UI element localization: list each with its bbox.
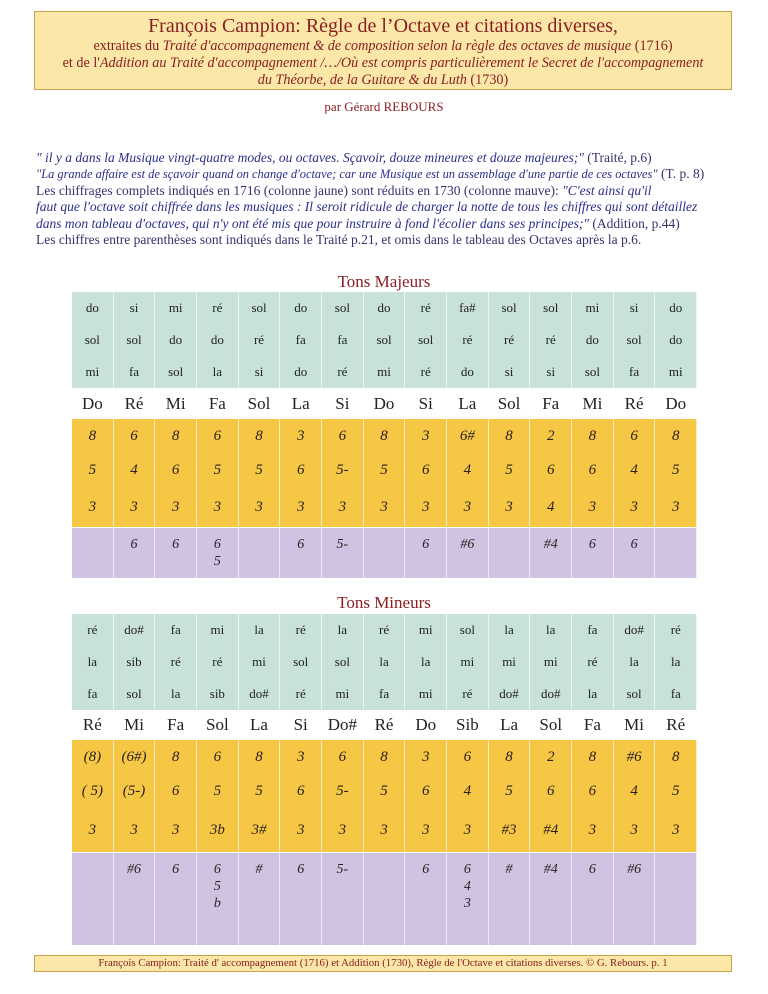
upper-voice-2-cell: sol — [280, 646, 322, 678]
figure-upper-cell: 8 — [655, 740, 697, 774]
figure-lower-cell: 3 — [614, 487, 656, 527]
figure-lower-cell: 3 — [280, 808, 322, 852]
reduced-figure-cell: #6 — [447, 528, 489, 578]
author-byline: par Gérard REBOURS — [324, 99, 444, 114]
upper-voice-3-cell: sib — [197, 678, 239, 710]
upper-voice-2-cell: la — [655, 646, 697, 678]
bass-note-cell: Fa — [155, 710, 197, 740]
bass-note-cell: Do — [405, 710, 447, 740]
figure-middle-cell: 4 — [447, 774, 489, 808]
figure-middle-cell: 5 — [239, 453, 281, 487]
upper-voice-3-cell: ré — [447, 678, 489, 710]
figure-lower-cell: 3 — [114, 487, 156, 527]
upper-voice-2-cell: do — [572, 324, 614, 356]
upper-voice-1-cell: la — [322, 614, 364, 646]
figure-upper-cell: 6 — [322, 419, 364, 453]
reduced-figure-cell — [655, 853, 697, 945]
upper-voice-3-cell: si — [489, 356, 531, 388]
figure-lower-cell: 3 — [72, 487, 114, 527]
figure-lower-cell: #3 — [489, 808, 531, 852]
upper-voice-1-cell: si — [114, 292, 156, 324]
upper-voice-1-cell: sol — [530, 292, 572, 324]
upper-voice-2-cell: la — [364, 646, 406, 678]
figure-upper-cell: 2 — [530, 740, 572, 774]
upper-voice-3-cell: do# — [489, 678, 531, 710]
upper-voice-3-cell: mi — [405, 678, 447, 710]
figure-upper-row — [72, 740, 697, 776]
figure-middle-cell: 5 — [72, 453, 114, 487]
reduced-figure-cell: 6 — [572, 853, 614, 945]
bass-note-cell: Fa — [530, 389, 572, 419]
figure-lower-cell: 3 — [405, 808, 447, 852]
reduced-figure-cell — [239, 528, 281, 578]
bass-note-cell: Ré — [364, 710, 406, 740]
upper-voice-2-cell: la — [614, 646, 656, 678]
document-title: François Campion: Règle de l’Octave et citations diverses, — [148, 15, 618, 37]
upper-voice-3-cell: fa — [364, 678, 406, 710]
upper-voice-3-cell: sol — [114, 678, 156, 710]
upper-voice-1-cell: mi — [155, 292, 197, 324]
upper-voice-3-cell: do — [280, 356, 322, 388]
upper-voice-2-cell: la — [72, 646, 114, 678]
bass-note-cell: La — [447, 389, 489, 419]
bass-note-cell: Si — [405, 389, 447, 419]
figure-lower-cell: 3 — [239, 487, 281, 527]
quote-text: "C'est ainsi qu'il — [562, 182, 652, 198]
figure-middle-cell: 6 — [280, 453, 322, 487]
upper-voice-3-cell: fa — [114, 356, 156, 388]
figure-upper-cell: 6# — [447, 419, 489, 453]
figure-middle-cell: 6 — [405, 453, 447, 487]
upper-voice-3-row — [72, 356, 697, 390]
figure-middle-cell: 6 — [530, 453, 572, 487]
bass-note-cell: Mi — [614, 710, 656, 740]
upper-voice-3-cell: si — [239, 356, 281, 388]
quote-text: "La grande affaire est de sçavoir quand on change d'octave; car une Musique est un assemblage d'une partie de ces octaves" — [36, 167, 658, 182]
upper-voice-3-cell: do# — [239, 678, 281, 710]
figure-upper-cell: 3 — [405, 740, 447, 774]
figure-lower-cell: 4 — [530, 487, 572, 527]
figure-upper-cell: 6 — [614, 419, 656, 453]
figure-upper-cell: 3 — [280, 740, 322, 774]
upper-voice-2-cell: ré — [197, 646, 239, 678]
figure-lower-cell: 3b — [197, 808, 239, 852]
reduced-figure-cell: # — [489, 853, 531, 945]
figure-upper-cell: #6 — [614, 740, 656, 774]
quote-ref: (Addition, p.44) — [589, 215, 680, 231]
bass-note-cell: Si — [322, 389, 364, 419]
figure-lower-cell: 3 — [322, 487, 364, 527]
upper-voice-3-cell: ré — [405, 356, 447, 388]
upper-voice-3-cell: mi — [655, 356, 697, 388]
upper-voice-1-cell: fa — [572, 614, 614, 646]
figure-upper-cell: 2 — [530, 419, 572, 453]
upper-voice-3-cell: la — [197, 356, 239, 388]
figure-lower-cell: 3 — [447, 808, 489, 852]
quote-text: " il y a dans la Musique vingt-quatre modes, ou octaves. Sçavoir, douze mineures et douze majeures;" — [36, 150, 584, 165]
bass-note-cell: Do# — [322, 710, 364, 740]
upper-voice-1-cell: sol — [447, 614, 489, 646]
quote-line-3 — [36, 183, 736, 199]
reduced-figure-cell: 6 — [155, 853, 197, 945]
title-box — [34, 11, 732, 90]
figure-lower-cell: 3 — [572, 808, 614, 852]
figure-lower-cell: 3 — [489, 487, 531, 527]
reduced-figure-cell: 6 5 b — [197, 853, 239, 945]
figure-upper-cell: 6 — [114, 419, 156, 453]
upper-voice-1-cell: mi — [197, 614, 239, 646]
bass-note-cell: Sol — [489, 389, 531, 419]
bass-note-cell: La — [280, 389, 322, 419]
bass-note-cell: Do — [364, 389, 406, 419]
upper-voice-3-cell: fa — [72, 678, 114, 710]
bass-note-row — [72, 710, 697, 740]
treatise-title: Traité d'accompagnement & de composition selon la règle des octaves de musique — [162, 38, 632, 54]
figure-upper-cell: 3 — [280, 419, 322, 453]
quote-text: dans mon tableau d'octaves, qui n'y ont été mis que pour instruire à fond l'écolier dans ses principes;" — [36, 215, 590, 231]
note-text: Les chiffrages complets indiqués en 1716 (colonne jaune) sont réduits en 1730 (colonne mauve): — [36, 182, 563, 198]
figure-lower-cell: 3 — [114, 808, 156, 852]
figure-middle-cell: 6 — [572, 774, 614, 808]
subtitle-line-3 — [35, 72, 731, 89]
upper-voice-1-cell: mi — [405, 614, 447, 646]
upper-voice-2-cell: fa — [280, 324, 322, 356]
figure-upper-cell: 8 — [239, 419, 281, 453]
reduced-figure-cell: 6 — [280, 853, 322, 945]
upper-voice-3-cell: fa — [614, 356, 656, 388]
figure-middle-cell: 4 — [447, 453, 489, 487]
reduced-figure-cell — [489, 528, 531, 578]
upper-voice-1-cell: la — [239, 614, 281, 646]
bass-note-cell: Ré — [72, 710, 114, 740]
upper-voice-1-cell: do — [364, 292, 406, 324]
upper-voice-2-cell: sol — [405, 324, 447, 356]
figure-middle-cell: (5-) — [114, 774, 156, 808]
upper-voice-2-cell: ré — [239, 324, 281, 356]
figure-upper-cell: 8 — [489, 419, 531, 453]
figure-middle-cell: 6 — [280, 774, 322, 808]
figure-lower-cell: 3 — [447, 487, 489, 527]
figure-middle-cell: 6 — [405, 774, 447, 808]
figure-upper-cell: 3 — [405, 419, 447, 453]
figure-lower-row — [72, 808, 697, 854]
bass-note-cell: Fa — [572, 710, 614, 740]
upper-voice-1-cell: mi — [572, 292, 614, 324]
upper-voice-1-cell: do — [280, 292, 322, 324]
reduced-figure-cell — [364, 853, 406, 945]
reduced-figure-cell: #4 — [530, 853, 572, 945]
quote-text: faut que l'octave soit chiffrée dans les musiques : Il seroit ridicule de charger la notte de tous les chiffres qui sont détaillez — [36, 199, 698, 215]
figure-middle-cell: 5 — [197, 774, 239, 808]
figure-upper-cell: 8 — [239, 740, 281, 774]
upper-voice-2-cell: fa — [322, 324, 364, 356]
reduced-figure-cell: #4 — [530, 528, 572, 578]
bass-note-cell: Ré — [614, 389, 656, 419]
bass-note-cell: Mi — [572, 389, 614, 419]
upper-voice-1-cell: ré — [364, 614, 406, 646]
figure-middle-cell: 4 — [114, 453, 156, 487]
subtitle-line-2 — [35, 55, 731, 72]
reduced-figure-cell: # — [239, 853, 281, 945]
bass-note-cell: Sol — [197, 710, 239, 740]
figure-middle-cell: 5- — [322, 774, 364, 808]
upper-voice-1-row — [72, 614, 697, 648]
reduced-figure-cell: 6 — [114, 528, 156, 578]
reduced-figure-cell — [655, 528, 697, 578]
upper-voice-1-cell: la — [530, 614, 572, 646]
bass-note-cell: La — [239, 710, 281, 740]
figure-middle-cell: 4 — [614, 453, 656, 487]
figure-lower-cell: 3 — [197, 487, 239, 527]
upper-voice-2-cell: do — [197, 324, 239, 356]
figure-middle-cell: 5- — [322, 453, 364, 487]
bass-note-cell: Mi — [155, 389, 197, 419]
figure-lower-cell: 3# — [239, 808, 281, 852]
bass-note-cell: Sol — [530, 710, 572, 740]
figure-lower-cell: 3 — [280, 487, 322, 527]
figure-lower-cell: 3 — [364, 487, 406, 527]
bass-note-cell: Do — [72, 389, 114, 419]
figure-lower-cell: 3 — [155, 808, 197, 852]
upper-voice-3-cell: sol — [155, 356, 197, 388]
upper-voice-1-cell: ré — [655, 614, 697, 646]
reduced-figure-cell: 6 — [614, 528, 656, 578]
figure-middle-cell: 5 — [364, 774, 406, 808]
upper-voice-1-cell: do# — [114, 614, 156, 646]
upper-voice-3-cell: fa — [655, 678, 697, 710]
major-keys-title: Tons Majeurs — [337, 272, 431, 291]
upper-voice-2-cell: sol — [322, 646, 364, 678]
bass-note-cell: Si — [280, 710, 322, 740]
figure-upper-cell: 8 — [364, 419, 406, 453]
upper-voice-1-cell: do# — [614, 614, 656, 646]
upper-voice-2-cell: sib — [114, 646, 156, 678]
figure-upper-cell: (8) — [72, 740, 114, 774]
figure-middle-cell: 6 — [155, 453, 197, 487]
upper-voice-2-cell: ré — [155, 646, 197, 678]
figure-middle-cell: 5 — [655, 453, 697, 487]
figure-upper-row — [72, 419, 697, 455]
bass-note-cell: Ré — [114, 389, 156, 419]
upper-voice-2-cell: sol — [364, 324, 406, 356]
upper-voice-1-cell: fa# — [447, 292, 489, 324]
upper-voice-3-cell: ré — [280, 678, 322, 710]
upper-voice-3-cell: mi — [364, 356, 406, 388]
figure-middle-cell: ( 5) — [72, 774, 114, 808]
figure-middle-cell: 6 — [155, 774, 197, 808]
upper-voice-1-cell: ré — [405, 292, 447, 324]
quotations-block — [36, 150, 736, 248]
figure-lower-cell: 3 — [322, 808, 364, 852]
reduced-figure-cell: 6 5 — [197, 528, 239, 578]
upper-voice-3-cell: sol — [614, 678, 656, 710]
figure-upper-cell: 6 — [197, 419, 239, 453]
reduced-figure-cell: 6 — [155, 528, 197, 578]
upper-voice-2-cell: mi — [239, 646, 281, 678]
addition-title-cont: du Théorbe, de la Guitare & du Luth — [257, 72, 467, 88]
figure-upper-cell: 8 — [572, 419, 614, 453]
upper-voice-2-cell: mi — [447, 646, 489, 678]
upper-voice-3-row — [72, 678, 697, 712]
bass-note-row — [72, 389, 697, 419]
bass-note-cell: Fa — [197, 389, 239, 419]
upper-voice-2-cell: do — [655, 324, 697, 356]
upper-voice-1-cell: fa — [155, 614, 197, 646]
figure-lower-cell: 3 — [72, 808, 114, 852]
figure-middle-cell: 5 — [364, 453, 406, 487]
bass-note-cell: Sib — [447, 710, 489, 740]
upper-voice-1-cell: si — [614, 292, 656, 324]
figure-lower-cell: 3 — [655, 808, 697, 852]
reduced-figure-cell: 6 — [405, 853, 447, 945]
reduced-figure-cell: #6 — [614, 853, 656, 945]
figure-upper-cell: 8 — [72, 419, 114, 453]
upper-voice-2-cell: sol — [614, 324, 656, 356]
addition-title: Addition au Traité d'accompagnement /…/Où est compris particulièrement le Secret de l'accompagnement — [99, 55, 704, 71]
quote-line-4 — [36, 199, 736, 215]
figure-middle-cell: 5 — [489, 774, 531, 808]
figure-upper-cell: 8 — [655, 419, 697, 453]
upper-voice-3-cell: sol — [572, 356, 614, 388]
upper-voice-3-cell: do# — [530, 678, 572, 710]
bass-note-cell: Ré — [655, 710, 697, 740]
figure-upper-cell: 8 — [155, 740, 197, 774]
figure-upper-cell: 6 — [197, 740, 239, 774]
upper-voice-2-cell: mi — [489, 646, 531, 678]
figure-lower-cell: 3 — [572, 487, 614, 527]
reduced-figure-cell: 6 4 3 — [447, 853, 489, 945]
figure-middle-cell: 5 — [655, 774, 697, 808]
reduced-figure-cell: 6 — [280, 528, 322, 578]
figure-upper-cell: 8 — [572, 740, 614, 774]
figure-upper-cell: 8 — [489, 740, 531, 774]
quote-line-2 — [36, 166, 736, 182]
figure-upper-cell: 8 — [364, 740, 406, 774]
upper-voice-1-cell: ré — [197, 292, 239, 324]
upper-voice-2-row — [72, 646, 697, 680]
reduced-figure-cell — [364, 528, 406, 578]
upper-voice-1-cell: do — [655, 292, 697, 324]
figure-lower-cell: 3 — [405, 487, 447, 527]
figure-lower-row — [72, 487, 697, 529]
upper-voice-2-cell: sol — [114, 324, 156, 356]
upper-voice-2-cell: mi — [530, 646, 572, 678]
upper-voice-1-cell: sol — [239, 292, 281, 324]
figure-lower-cell: 3 — [364, 808, 406, 852]
quote-line-1 — [36, 150, 736, 166]
quote-ref: (T. p. 8) — [657, 166, 705, 182]
figure-upper-cell: 6 — [447, 740, 489, 774]
figure-lower-cell: 3 — [155, 487, 197, 527]
upper-voice-3-cell: la — [572, 678, 614, 710]
upper-voice-1-cell: ré — [280, 614, 322, 646]
upper-voice-1-cell: la — [489, 614, 531, 646]
upper-voice-2-cell: do — [155, 324, 197, 356]
reduced-figure-cell: 6 — [405, 528, 447, 578]
figure-middle-cell: 5 — [239, 774, 281, 808]
figure-lower-cell: #4 — [530, 808, 572, 852]
subtitle-text-2: et de l' — [62, 55, 100, 71]
figure-middle-cell: 6 — [530, 774, 572, 808]
reduced-figure-cell — [72, 528, 114, 578]
figure-upper-cell: (6#) — [114, 740, 156, 774]
subtitle-text: extraites du — [93, 38, 163, 54]
reduced-figure-cell: 5- — [322, 528, 364, 578]
figure-middle-cell: 4 — [614, 774, 656, 808]
page-footer: François Campion: Traité d' accompagnement (1716) et Addition (1730), Règle de l'Octave et citations diverses. © G. Rebours. p. 1 — [34, 955, 732, 972]
quote-ref: (Traité, p.6) — [583, 150, 652, 165]
upper-voice-2-cell: ré — [572, 646, 614, 678]
quote-line-5 — [36, 216, 736, 232]
upper-voice-2-row — [72, 324, 697, 358]
upper-voice-2-cell: ré — [489, 324, 531, 356]
upper-voice-2-cell: sol — [72, 324, 114, 356]
reduced-figure-cell — [72, 853, 114, 945]
figure-middle-cell: 5 — [489, 453, 531, 487]
upper-voice-1-cell: ré — [72, 614, 114, 646]
reduced-figure-cell: #6 — [114, 853, 156, 945]
figure-upper-cell: 8 — [155, 419, 197, 453]
figure-upper-cell: 6 — [322, 740, 364, 774]
reduced-figure-cell: 5- — [322, 853, 364, 945]
upper-voice-3-cell: la — [155, 678, 197, 710]
upper-voice-3-cell: ré — [322, 356, 364, 388]
upper-voice-1-cell: sol — [489, 292, 531, 324]
figure-lower-cell: 3 — [614, 808, 656, 852]
subtitle-line-1 — [35, 38, 731, 55]
upper-voice-1-cell: sol — [322, 292, 364, 324]
upper-voice-3-cell: mi — [322, 678, 364, 710]
quote-line-6: Les chiffres entre parenthèses sont indiqués dans le Traité p.21, et omis dans le tableau des Octaves après la p.6. — [36, 232, 642, 248]
bass-note-cell: Mi — [114, 710, 156, 740]
upper-voice-1-row — [72, 292, 697, 326]
bass-note-cell: Sol — [239, 389, 281, 419]
upper-voice-1-cell: do — [72, 292, 114, 324]
bass-note-cell: Do — [655, 389, 697, 419]
treatise-year: (1716) — [631, 38, 673, 54]
upper-voice-2-cell: ré — [530, 324, 572, 356]
figure-middle-row — [72, 453, 697, 489]
reduced-figure-row — [72, 853, 697, 945]
upper-voice-2-cell: ré — [447, 324, 489, 356]
figure-middle-cell: 6 — [572, 453, 614, 487]
bass-note-cell: La — [489, 710, 531, 740]
minor-keys-title: Tons Mineurs — [337, 593, 431, 612]
figure-middle-cell: 5 — [197, 453, 239, 487]
reduced-figure-row — [72, 528, 697, 578]
upper-voice-3-cell: mi — [72, 356, 114, 388]
upper-voice-3-cell: si — [530, 356, 572, 388]
figure-lower-cell: 3 — [655, 487, 697, 527]
figure-middle-row — [72, 774, 697, 810]
addition-year: (1730) — [466, 72, 509, 88]
upper-voice-3-cell: do — [447, 356, 489, 388]
upper-voice-2-cell: la — [405, 646, 447, 678]
reduced-figure-cell: 6 — [572, 528, 614, 578]
